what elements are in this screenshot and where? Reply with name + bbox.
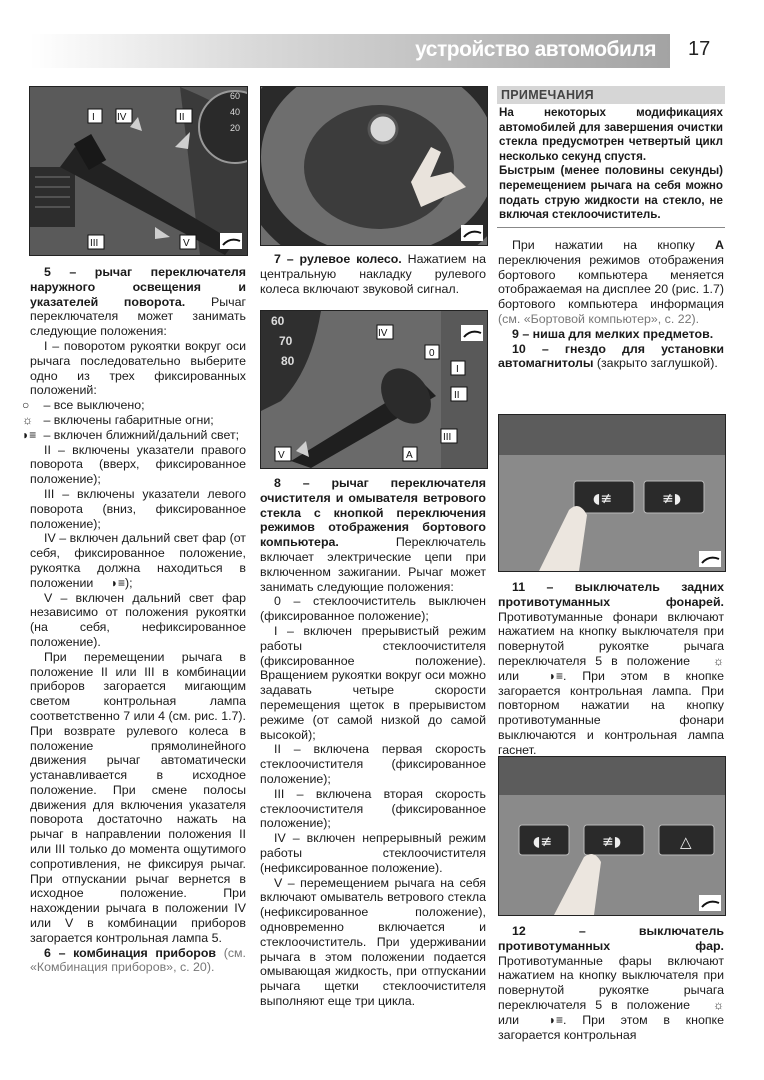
item-12: 12 – выключатель противотуманных фар. Противотуманные фары включают нажатием на кнопку выключателя при повернутой рукоятке рычага переключателя 5 в положение ☼ или ◗≡. При этом в кнопке загорается контрольная bbox=[498, 924, 724, 1042]
position-V: V – включен дальний свет фар независимо от положения рукоятки (на себя, нефиксированное положение). bbox=[30, 590, 246, 649]
fig3-label-V: V bbox=[278, 450, 285, 461]
fig3-label-II: II bbox=[454, 390, 460, 401]
photo-front-fog-switch bbox=[498, 756, 726, 916]
item-8: 8 – рычаг переключателя очистителя и омывателя ветрового стекла с кнопкой переключения режимов отображения бортового компьютера. Переключатель включает электрические цепи при включенном зажигании. Рычаг может занимать следующие положения: bbox=[260, 476, 486, 594]
fig3-label-0: 0 bbox=[429, 348, 435, 359]
fig1-label-V: V bbox=[183, 238, 190, 249]
fig1-label-I: I bbox=[92, 112, 95, 123]
headlight-icon: ◗≡ bbox=[548, 1012, 564, 1027]
section-title: устройство автомобиля bbox=[415, 38, 656, 61]
parking-light-icon: ☼ bbox=[713, 653, 724, 668]
middle-column-top bbox=[260, 252, 486, 296]
notes-box bbox=[497, 86, 725, 228]
fig1-label-II: II bbox=[179, 112, 185, 123]
right-column-mid bbox=[498, 580, 724, 758]
front-fog-icon: ≢◗ bbox=[602, 834, 622, 850]
wiper-position-II: II – включена первая скорость стеклоочистителя (фиксированное положение); bbox=[260, 742, 486, 786]
page-number: 17 bbox=[688, 38, 711, 60]
headlight-icon: ◗≡ bbox=[548, 668, 564, 683]
fig1-label-IV: IV bbox=[117, 112, 127, 123]
notes-title: ПРИМЕЧАНИЯ bbox=[497, 86, 725, 104]
rear-fog-icon: ◖≢ bbox=[533, 834, 553, 850]
front-fog-icon: ≢◗ bbox=[662, 491, 682, 507]
item-7: 7 – рулевое колесо. Нажатием на центральную накладку рулевого колеса включают звуковой сигнал. bbox=[260, 252, 486, 296]
gauge-60: 60 bbox=[271, 314, 285, 328]
headlight-icon: ◗≡ bbox=[110, 575, 126, 590]
note-2: Быстрым (менее половины секунды) перемещением рычага на себя можно подать струю жидкости на стекло, не включая стеклоочиститель. bbox=[499, 164, 723, 222]
position-IV: IV – включен дальний свет фар (от себя, фиксированное положение, рукоятка должна находиться в положении ◗≡); bbox=[30, 531, 246, 590]
position-I: I – поворотом рукоятки вокруг оси рычага последовательно выберите одно из трех фиксированных положений: bbox=[30, 338, 246, 398]
position-III: III – включены указатели левого поворота (вниз, фиксированное положение); bbox=[30, 486, 246, 531]
wiper-position-IV: IV – включен непрерывный режим работы стеклоочистителя (нефиксированное положение). bbox=[260, 831, 486, 875]
hazard-icon: △ bbox=[680, 833, 692, 851]
gauge-70: 70 bbox=[279, 334, 293, 348]
position-I-parking: ☼ – включены габаритные огни; bbox=[22, 412, 214, 427]
item-10: 10 – гнездо для установки автомагнитолы (закрыто заглушкой). bbox=[498, 341, 724, 371]
wiper-position-I: I – включен прерывистый режим работы стеклоочистителя (фиксированное положение). Вращением рукоятки вокруг оси можно задавать четыре скорости перемещения щеток в прерывистом режиме (от самой низкой до самой высокой); bbox=[260, 623, 486, 742]
item-9: 9 – ниша для мелких предметов. bbox=[512, 326, 714, 341]
fig1-label-III: III bbox=[90, 238, 99, 249]
position-I-headlights: ◗≡ – включен ближний/дальний свет; bbox=[22, 427, 240, 442]
notes-body bbox=[497, 104, 725, 228]
gauge-80: 80 bbox=[281, 354, 295, 368]
fig3-label-III: III bbox=[443, 432, 452, 443]
gauge-40: 40 bbox=[230, 107, 241, 117]
paragraph-button-a: При нажатии на кнопку A переключения режимов отображения бортового компьютера меняется отображаемая на дисплее 20 (рис. 1.7) бортового компьютера информация (см. «Бортовой компьютер», с. 22). bbox=[498, 238, 724, 326]
fig3-label-IV: IV bbox=[378, 328, 388, 339]
fiat-logo-icon bbox=[369, 115, 397, 143]
fig3-label-A: A bbox=[406, 450, 413, 461]
right-column-bottom bbox=[498, 924, 724, 1042]
wiper-position-0: 0 – стеклоочиститель выключен (фиксированное положение); bbox=[260, 594, 486, 624]
parking-light-icon: ☼ bbox=[713, 997, 724, 1012]
header-bar bbox=[30, 34, 670, 68]
photo-steering-wheel bbox=[260, 86, 488, 246]
wiper-position-III: III – включена вторая скорость стеклоочистителя (фиксированное положение); bbox=[260, 786, 486, 831]
item-5: 5 – рычаг переключателя наружного освещения и указателей поворота. Рычаг переключателя может занимать следующие положения: bbox=[30, 265, 246, 339]
paragraph-turn-signals: При перемещении рычага в положение II или III в комбинации приборов загорается мигающим светом контрольная лампа соответственно 7 или 4 (см. рис. 1.7). При возврате рулевого колеса в положение прямолинейного движения рычаг автоматически устанавливается в исходное положение. При смене полосы движения для включения указателя поворота достаточно нажать на рычаг в направлении положения II или III только до момента ощутимого сопротивления, не фиксируя рычаг. При отпускании рычаг вернется в исходное положение. При нахождении рычага в положении IV или V в комбинации приборов загорается контрольная лампа 5. bbox=[30, 649, 246, 945]
position-I-off: ○ – все выключено; bbox=[22, 398, 145, 413]
photo-rear-fog-switch bbox=[498, 414, 726, 572]
right-column-top bbox=[498, 238, 724, 371]
item-6: 6 – комбинация приборов (см. «Комбинация приборов», с. 20). bbox=[30, 945, 246, 975]
photo-light-switch-lever bbox=[29, 86, 248, 256]
middle-column bbox=[260, 476, 486, 1009]
position-II: II – включены указатели правого поворота (вверх, фиксированное положение); bbox=[30, 442, 246, 487]
item-11: 11 – выключатель задних противотуманных фонарей. Противотуманные фонари включают нажатием на кнопку выключателя при повернутой рукоятке рычага переключателя 5 в положение ☼ или ◗≡. При этом в кнопке загорается контрольная лампа. При повторном нажатии на кнопку противотуманные фонари выключаются и контрольная лампа гаснет. bbox=[498, 580, 724, 757]
fig3-label-I: I bbox=[456, 364, 459, 375]
photo-wiper-lever bbox=[260, 310, 488, 469]
gauge-20: 20 bbox=[230, 123, 241, 133]
wiper-position-V: V – перемещением рычага на себя включают омыватель ветрового стекла (нефиксированное положение), одновременно включается и стеклоочиститель. При удерживании рычага в этом положении подается омывающая жидкость, при отпускании рычага щетки стеклоочистителя выполняют еще три цикла. bbox=[260, 875, 486, 1008]
rear-fog-icon: ◖≢ bbox=[593, 491, 613, 507]
note-1: На некоторых модификациях автомобилей для завершения очистки стекла предусмотрен четвертый цикл несколько секунд спустя. bbox=[499, 106, 723, 163]
left-column bbox=[22, 265, 246, 975]
gauge-60: 60 bbox=[230, 91, 241, 101]
